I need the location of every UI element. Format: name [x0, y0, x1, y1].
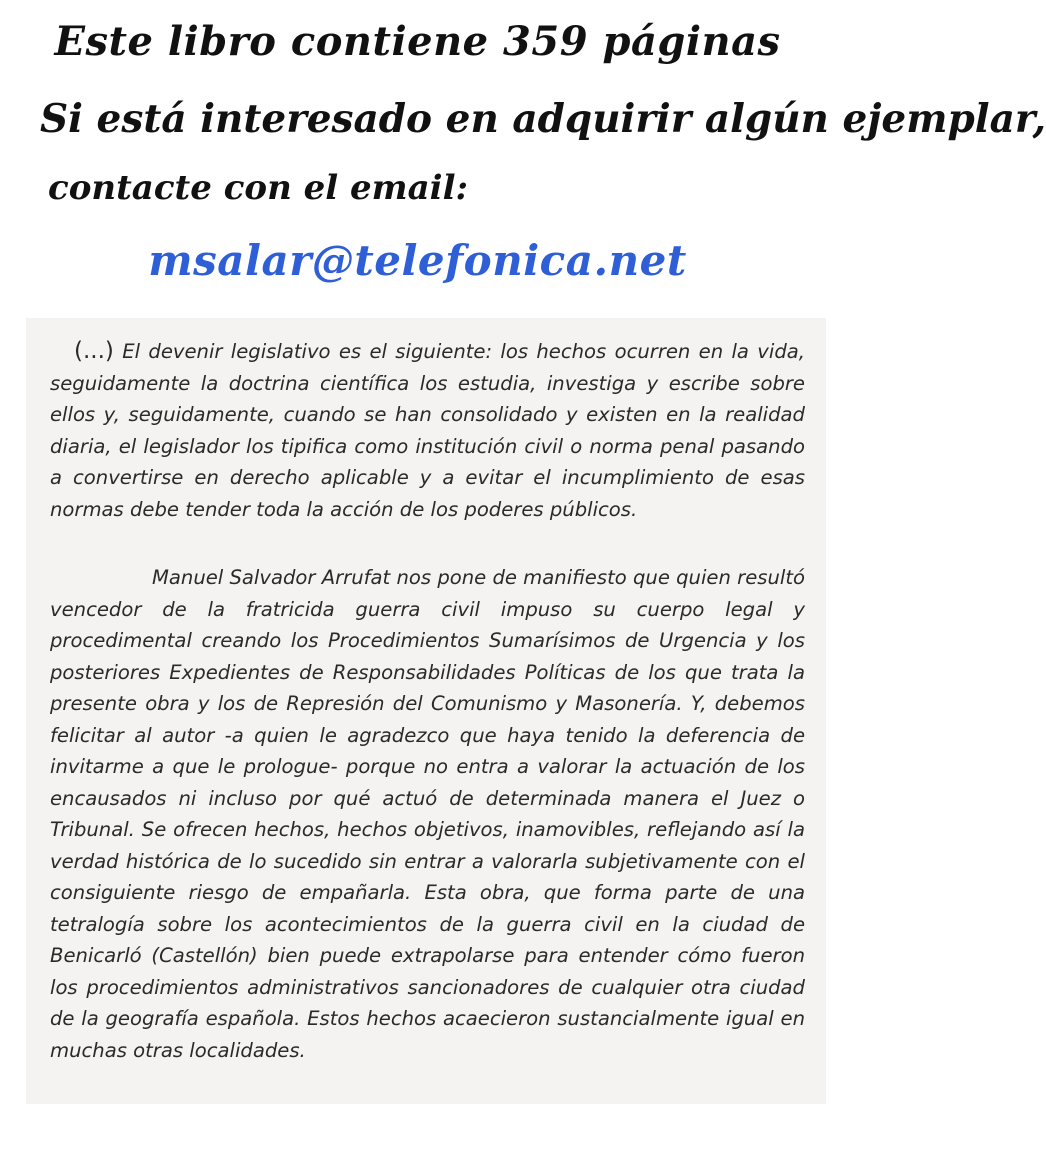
- excerpt-ellipsis: (...): [74, 338, 114, 364]
- book-page-count-heading: Este libro contiene 359 páginas: [54, 18, 781, 65]
- contact-instruction-line: contacte con el email:: [48, 168, 469, 208]
- excerpt-paragraph-1: [50, 336, 805, 525]
- excerpt-paragraph-1-text: El devenir legislativo es el siguiente: los hechos ocurren en la vida, seguidamente la doctrina científica los estudia, investiga y escribe sobre ellos y, seguidamente, cuando se han consolidado y existen en la realidad diaria, el legislador los tipifica como institución civil o norma penal pasando a convertirse en derecho aplicable y a evitar el incumplimiento de esas normas debe tender toda la acción de los poderes públicos.: [50, 340, 805, 521]
- contact-email[interactable]: msalar@telefonica.net: [148, 236, 687, 285]
- excerpt-paragraph-2: Manuel Salvador Arrufat nos pone de manifiesto que quien resultó vencedor de la fratricida guerra civil impuso su cuerpo legal y procedimental creando los Procedimientos Sumarísimos de Urgencia y los posteriores Expedientes de Responsabilidades Políticas de los que trata la presente obra y los de Represión del Comunismo y Masonería. Y, debemos felicitar al autor -a quien le agradezco que haya tenido la deferencia de invitarme a que le prologue- porque no entra a valorar la actuación de los encausados ni incluso por qué actuó de determinada manera el Juez o Tribunal. Se ofrecen hechos, hechos objetivos, inamovibles, reflejando así la verdad histórica de lo sucedido sin entrar a valorarla subjetivamente con el consiguiente riesgo de empañarla. Esta obra, que forma parte de una tetralogía sobre los acontecimientos de la guerra civil en la ciudad de Benicarló (Castellón) bien puede extrapolarse para entender cómo fueron los procedimientos administrativos sancionadores de cualquier otra ciudad de la geografía española. Estos hechos acaecieron sustancialmente igual en muchas otras localidades.: [50, 566, 805, 1062]
- purchase-interest-line: Si está interesado en adquirir algún ejemplar,: [40, 96, 1046, 142]
- scanned-prologue-excerpt: [26, 318, 826, 1104]
